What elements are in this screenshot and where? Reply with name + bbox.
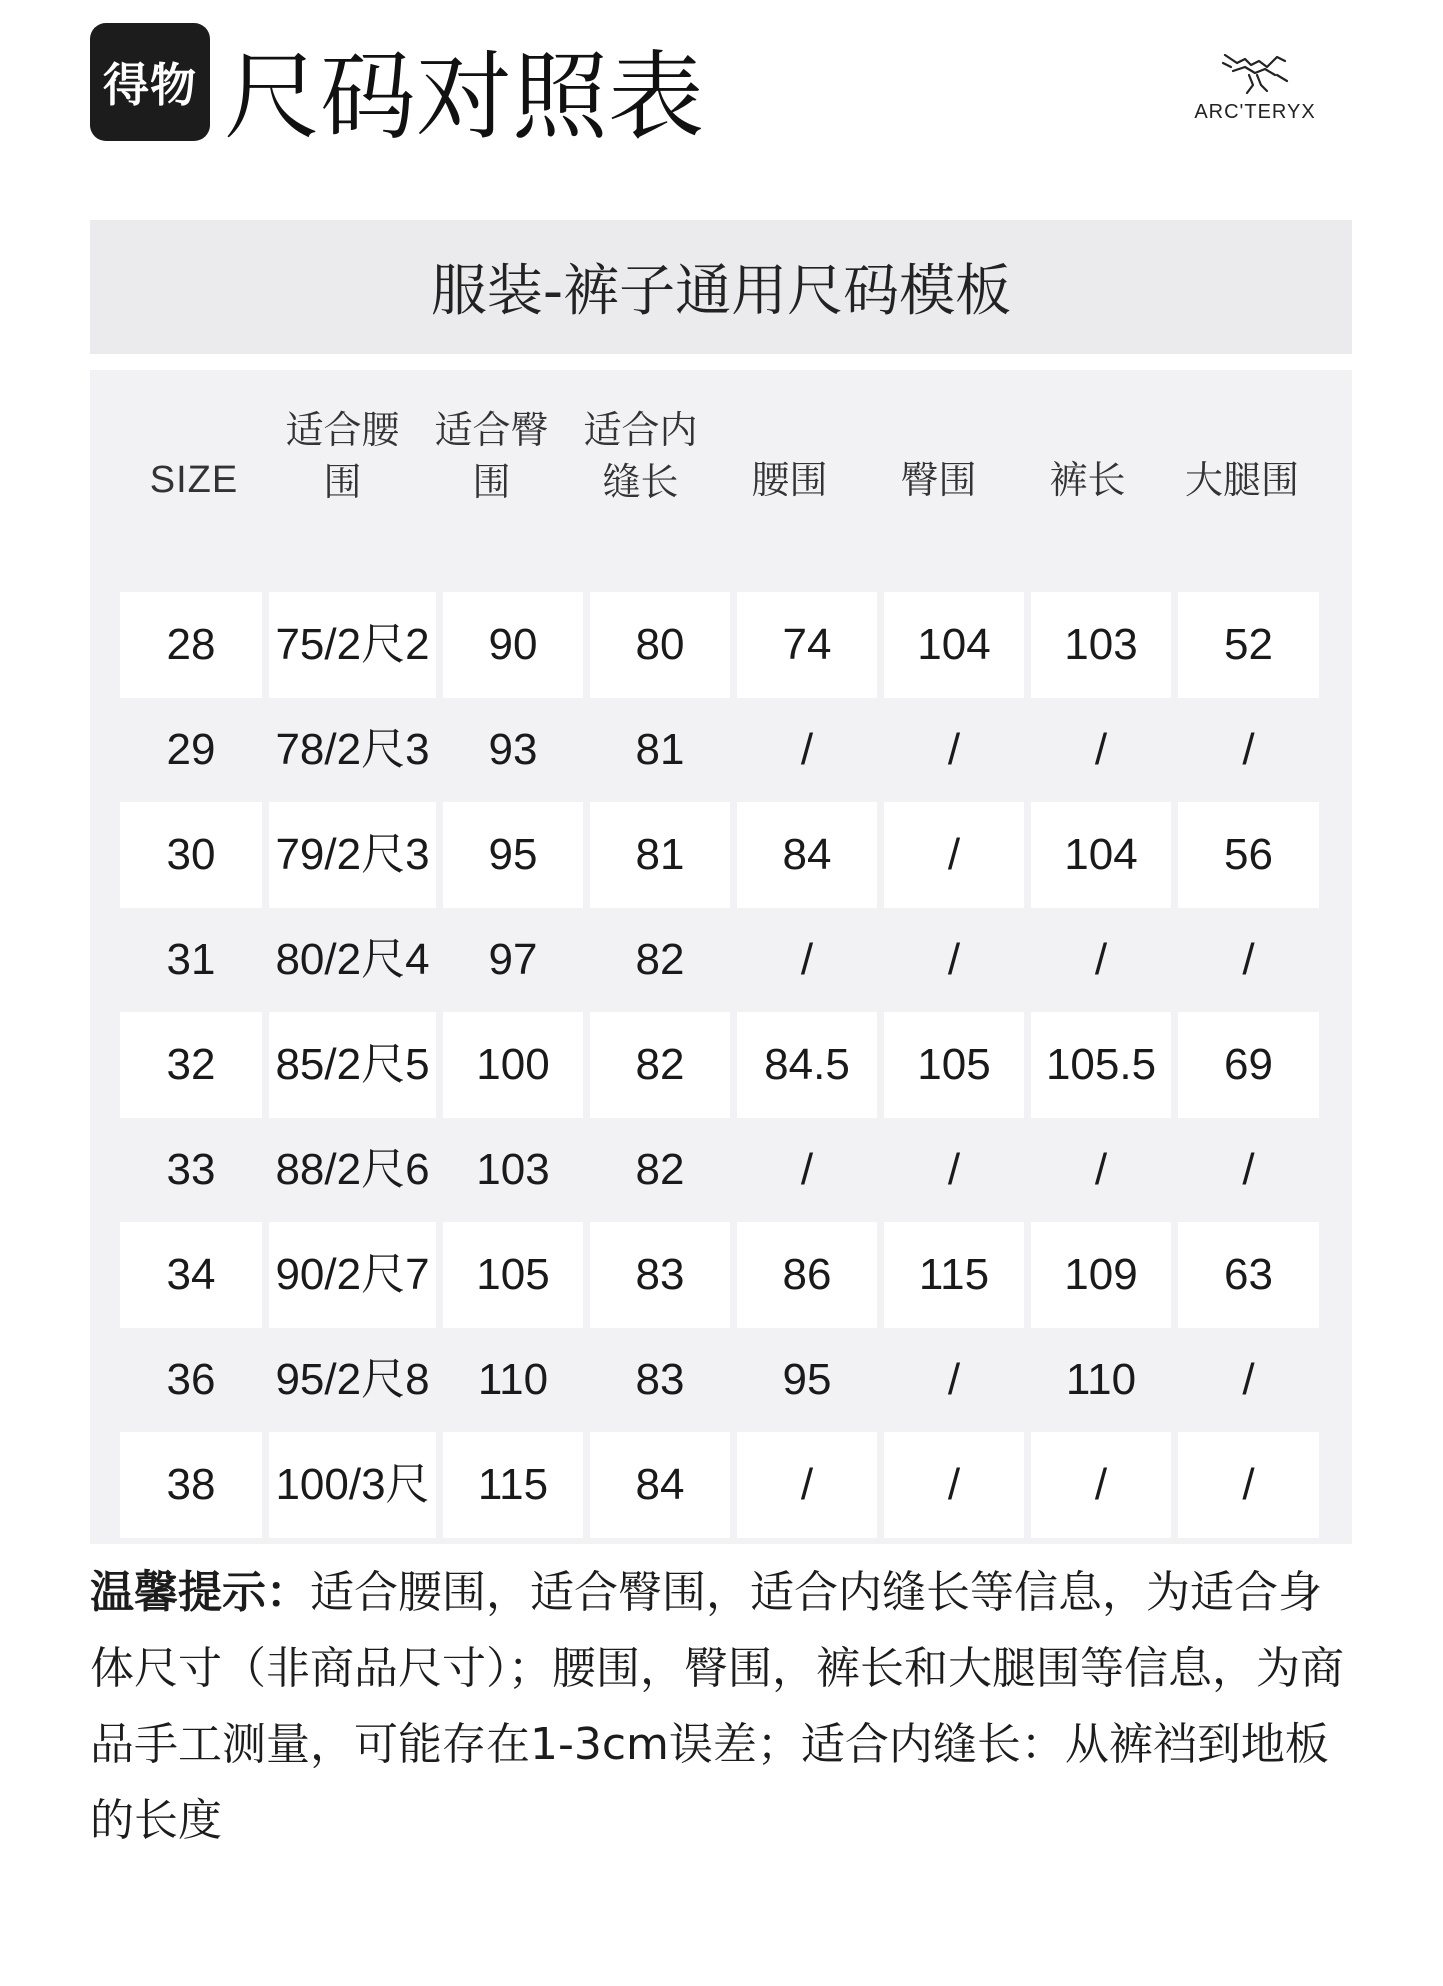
- table-cell-length: 103: [1031, 592, 1171, 698]
- template-banner: [90, 220, 1352, 354]
- table-cell-fit-waist: 100/3尺: [269, 1432, 436, 1538]
- table-row: [120, 1012, 1322, 1118]
- logo-text: 得物: [103, 58, 197, 112]
- table-cell-waist: /: [800, 1145, 814, 1194]
- table-cell-fit-waist: 85/2尺5: [269, 1012, 436, 1118]
- table-cell-hip: /: [947, 1145, 961, 1194]
- table-cell-fit-inseam: 81: [635, 725, 685, 774]
- table-cell-size: 34: [120, 1222, 262, 1328]
- table-row: [120, 1117, 1322, 1223]
- table-cell-size: 30: [120, 802, 262, 908]
- table-cell-hip: /: [947, 725, 961, 774]
- table-header: [90, 370, 1352, 600]
- table-cell-hip: 115: [884, 1222, 1024, 1328]
- table-cell-fit-inseam: 81: [590, 802, 730, 908]
- tips: [90, 1555, 1352, 1859]
- size-table: [90, 370, 1352, 1544]
- header-col-thigh: 大腿围: [1184, 458, 1299, 502]
- table-cell-waist: 74: [737, 592, 877, 698]
- table-cell-length: 104: [1031, 802, 1171, 908]
- table-cell-waist: 95: [782, 1355, 832, 1404]
- table-cell-fit-hip: 90: [443, 592, 583, 698]
- table-cell-thigh: /: [1242, 725, 1255, 774]
- table-cell-thigh: 52: [1178, 592, 1319, 698]
- table-cell-thigh: /: [1242, 1145, 1255, 1194]
- table-cell-length: /: [1094, 725, 1108, 774]
- header-col-waist: 腰围: [751, 458, 828, 502]
- tips-text: 适合腰围，适合臀围，适合内缝长等信息，为适合身体尺寸（非商品尺寸）；腰围，臀围，裤长和大腿围等信息，为商品手工测量，可能存在1-3cm误差；适合内缝长：从裤裆到地板的长度: [90, 1567, 1344, 1846]
- header-col-fit-waist: [268, 370, 417, 570]
- table-row: [120, 1222, 1322, 1328]
- table-cell-fit-waist: 95/2尺8: [275, 1355, 430, 1404]
- table-cell-fit-waist: 75/2尺2: [269, 592, 436, 698]
- table-cell-waist: /: [800, 935, 814, 984]
- header-col-size: SIZE: [149, 459, 239, 501]
- table-cell-thigh: /: [1178, 1432, 1319, 1538]
- header-line1: 适合内: [583, 408, 698, 452]
- header-col-hip: 臀围: [900, 458, 977, 502]
- table-row: [120, 1327, 1322, 1433]
- table-cell-fit-waist: 88/2尺6: [275, 1145, 430, 1194]
- header-col-fit-hip: [417, 370, 566, 570]
- table-cell-length: 109: [1031, 1222, 1171, 1328]
- header-line2: 围: [472, 460, 511, 504]
- table-cell-thigh: /: [1242, 1355, 1255, 1404]
- table-cell-fit-hip: 93: [488, 725, 538, 774]
- table-cell-thigh: 56: [1178, 802, 1319, 908]
- table-cell-hip: 104: [884, 592, 1024, 698]
- table-cell-hip: 105: [884, 1012, 1024, 1118]
- table-row: [120, 907, 1322, 1013]
- table-cell-thigh: /: [1242, 935, 1255, 984]
- table-cell-hip: /: [947, 935, 961, 984]
- table-cell-waist: /: [800, 725, 814, 774]
- table-cell-size: 28: [120, 592, 262, 698]
- table-cell-fit-hip: 105: [443, 1222, 583, 1328]
- table-cell-hip: /: [884, 802, 1024, 908]
- table-cell-hip: /: [947, 1355, 961, 1404]
- table-cell-fit-inseam: 84: [590, 1432, 730, 1538]
- table-cell-thigh: 69: [1178, 1012, 1319, 1118]
- archaeopteryx-icon: [1215, 45, 1295, 97]
- table-cell-waist: 84: [737, 802, 877, 908]
- tips-label: 温馨提示：: [90, 1567, 310, 1618]
- table-cell-waist: /: [737, 1432, 877, 1538]
- table-cell-fit-inseam: 80: [590, 592, 730, 698]
- table-cell-fit-inseam: 83: [590, 1222, 730, 1328]
- header-col-fit-inseam: [566, 370, 715, 570]
- table-cell-hip: /: [884, 1432, 1024, 1538]
- table-cell-fit-inseam: 82: [635, 935, 685, 984]
- header-line2: 围: [323, 460, 362, 504]
- table-cell-size: 29: [166, 725, 216, 774]
- table-cell-fit-waist: 80/2尺4: [275, 935, 430, 984]
- table-row: [120, 592, 1322, 698]
- table-cell-fit-hip: 103: [476, 1145, 550, 1194]
- table-cell-fit-hip: 110: [477, 1355, 549, 1404]
- table-cell-fit-waist: 79/2尺3: [269, 802, 436, 908]
- table-cell-waist: 86: [737, 1222, 877, 1328]
- table-cell-size: 32: [120, 1012, 262, 1118]
- table-cell-fit-hip: 97: [488, 935, 538, 984]
- table-cell-size: 36: [166, 1355, 216, 1404]
- table-cell-length: /: [1094, 935, 1108, 984]
- table-cell-size: 38: [120, 1432, 262, 1538]
- header-line1: 适合腰: [285, 408, 400, 452]
- table-cell-fit-hip: 115: [443, 1432, 583, 1538]
- table-cell-length: /: [1031, 1432, 1171, 1538]
- page-title: 尺码对照表: [224, 41, 704, 153]
- table-row: [120, 697, 1322, 803]
- header: [90, 20, 1350, 170]
- table-row: [120, 1432, 1322, 1538]
- table-cell-fit-hip: 95: [443, 802, 583, 908]
- table-cell-thigh: 63: [1178, 1222, 1319, 1328]
- header-line2: 缝长: [602, 460, 679, 504]
- table-cell-length: 110: [1065, 1355, 1137, 1404]
- brand-name: ARC'TERYX: [1194, 101, 1316, 123]
- table-cell-fit-inseam: 82: [590, 1012, 730, 1118]
- table-cell-size: 33: [166, 1145, 216, 1194]
- table-row: [120, 802, 1322, 908]
- table-cell-fit-inseam: 82: [635, 1145, 685, 1194]
- table-cell-fit-waist: 78/2尺3: [275, 725, 430, 774]
- table-cell-fit-inseam: 83: [635, 1355, 685, 1404]
- banner-title: 服装-裤子通用尺码模板: [430, 259, 1012, 324]
- table-cell-length: /: [1094, 1145, 1108, 1194]
- header-line1: 适合臀: [434, 408, 549, 452]
- header-col-length: 裤长: [1049, 458, 1126, 502]
- table-cell-waist: 84.5: [737, 1012, 877, 1118]
- table-cell-length: 105.5: [1031, 1012, 1171, 1118]
- table-cell-fit-waist: 90/2尺7: [269, 1222, 436, 1328]
- brand-logo: [1190, 45, 1320, 145]
- table-cell-fit-hip: 100: [443, 1012, 583, 1118]
- table-cell-size: 31: [166, 935, 216, 984]
- dewu-logo: [90, 23, 210, 141]
